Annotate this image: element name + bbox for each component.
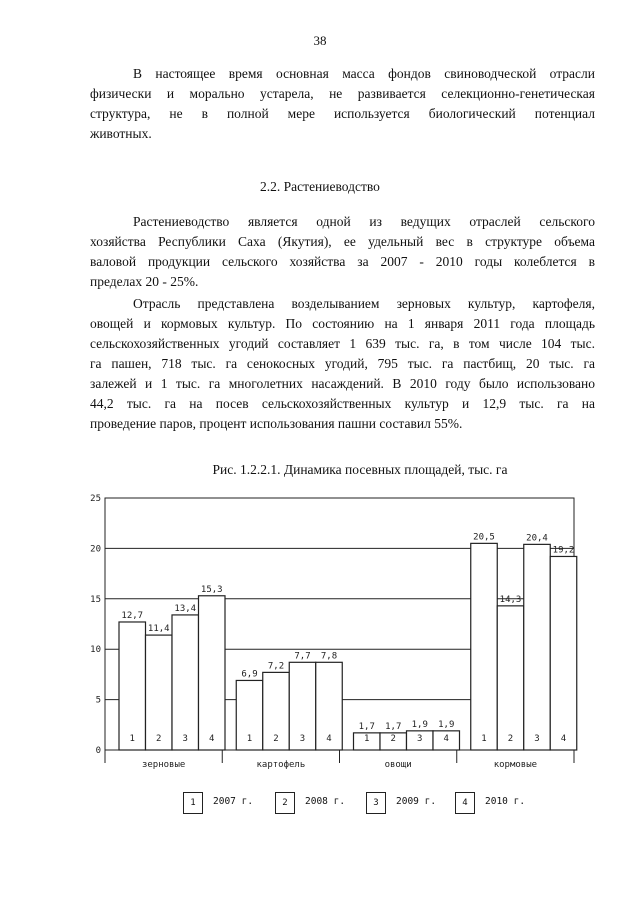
para1-line-2: физически и морально устарела, не развивается селекционно-генетическая	[90, 86, 595, 101]
y-tick-label: 0	[95, 746, 101, 756]
bar-value-label: 1,7	[385, 721, 402, 732]
bar-index-label: 4	[443, 734, 449, 744]
bar-value-label: 14,3	[499, 594, 522, 605]
bar	[550, 556, 577, 750]
para2-line-2: хозяйства Республики Саха (Якутия), ее удельный вес в структуре объема	[90, 234, 595, 249]
x-category-label: зерновые	[141, 760, 186, 770]
para1-line-4: животных.	[90, 126, 152, 141]
para1-line-3: структура, не в полной мере используется биологический потенциал	[90, 106, 595, 121]
legend-label: 2007 г.	[213, 796, 254, 807]
bar	[172, 615, 199, 750]
bar-index-label: 1	[246, 734, 253, 744]
bar	[199, 596, 226, 750]
bar-value-label: 15,3	[200, 584, 223, 595]
bar	[146, 635, 173, 750]
bar-value-label: 1,9	[411, 719, 428, 730]
page-number: 38	[313, 33, 327, 48]
bar-index-label: 4	[560, 734, 567, 744]
bar-index-label: 2	[273, 734, 279, 744]
bar-index-label: 3	[417, 734, 423, 744]
bar	[524, 544, 551, 750]
y-tick-label: 10	[90, 645, 101, 656]
x-category-label: кормовые	[493, 760, 538, 770]
legend-key-box: 3	[366, 792, 386, 814]
bar-value-label: 11,4	[147, 624, 170, 635]
bar-value-label: 7,2	[267, 661, 285, 672]
y-tick-label: 15	[90, 594, 101, 605]
bar-index-label: 2	[390, 734, 396, 744]
bar-index-label: 4	[326, 734, 332, 744]
section-heading: 2.2. Растениеводство	[260, 179, 380, 194]
legend-key-box: 1	[183, 792, 203, 814]
bar-value-label: 6,9	[241, 669, 258, 680]
bar-value-label: 12,7	[121, 610, 144, 621]
figure-caption: Рис. 1.2.2.1. Динамика посевных площадей, тыс. га	[212, 462, 508, 477]
bar-index-label: 3	[534, 734, 540, 744]
bar-index-label: 1	[364, 734, 370, 744]
bar-index-label: 3	[299, 734, 306, 744]
bar-index-label: 2	[156, 734, 162, 744]
bar-value-label: 13,4	[174, 603, 197, 614]
para1-line-1: В настоящее время основная масса фондов свиноводческой отрасли	[133, 66, 595, 81]
para3-line-3: сельскохозяйственных угодий составляет 1 639 тыс. га, в том числе 104 тыс.	[90, 336, 595, 351]
legend-key-box: 4	[455, 792, 475, 814]
para3-line-1: Отрасль представлена возделыванием зерновых культур, картофеля,	[133, 296, 595, 311]
para2-line-4: пределах 20 - 25%.	[90, 274, 199, 289]
bar-chart	[84, 491, 584, 776]
para3-line-7: проведение паров, процент использования пашни составил 55%.	[90, 416, 463, 431]
y-tick-label: 5	[95, 695, 101, 706]
para3-line-4: га пашен, 718 тыс. га сенокосных угодий, 795 тыс. га пастбищ, 20 тыс. га	[90, 356, 595, 371]
bar-value-label: 20,5	[473, 532, 495, 543]
bar	[471, 543, 498, 750]
bar	[497, 606, 524, 750]
para3-line-2: овощей и кормовых культур. По состоянию на 1 января 2011 года площадь	[90, 316, 595, 331]
x-category-label: овощи	[384, 760, 412, 770]
legend-label: 2008 г.	[305, 796, 346, 807]
bar-index-label: 2	[507, 734, 514, 744]
bar-index-label: 3	[182, 734, 188, 744]
bar-value-label: 1,7	[358, 721, 375, 732]
legend-key-box: 2	[275, 792, 295, 814]
bar-value-label: 20,4	[526, 533, 548, 544]
bar-index-label: 1	[129, 734, 135, 744]
bar-value-label: 7,8	[320, 651, 338, 662]
bar-value-label: 19,2	[552, 545, 575, 556]
bar-value-label: 1,9	[438, 719, 455, 730]
y-tick-label: 25	[90, 494, 101, 504]
para2-line-3: валовой продукции сельского хозяйства за 2007 - 2010 годы колеблется в	[90, 254, 595, 269]
legend-label: 2009 г.	[396, 796, 437, 807]
bar-index-label: 4	[209, 734, 215, 744]
bar-index-label: 1	[481, 734, 487, 744]
bar-value-label: 7,7	[294, 651, 311, 662]
para3-line-6: 44,2 тыс. га на посев сельскохозяйственных культур и 12,9 тыс. га на	[90, 396, 595, 411]
x-category-label: картофель	[256, 760, 306, 770]
para3-line-5: залежей и 1 тыс. га многолетних насаждений. В 2010 году было использовано	[90, 376, 595, 391]
legend-label: 2010 г.	[485, 796, 526, 807]
para2-line-1: Растениеводство является одной из ведущих отраслей сельского	[133, 214, 595, 229]
y-tick-label: 20	[90, 544, 101, 555]
bar	[119, 622, 146, 750]
